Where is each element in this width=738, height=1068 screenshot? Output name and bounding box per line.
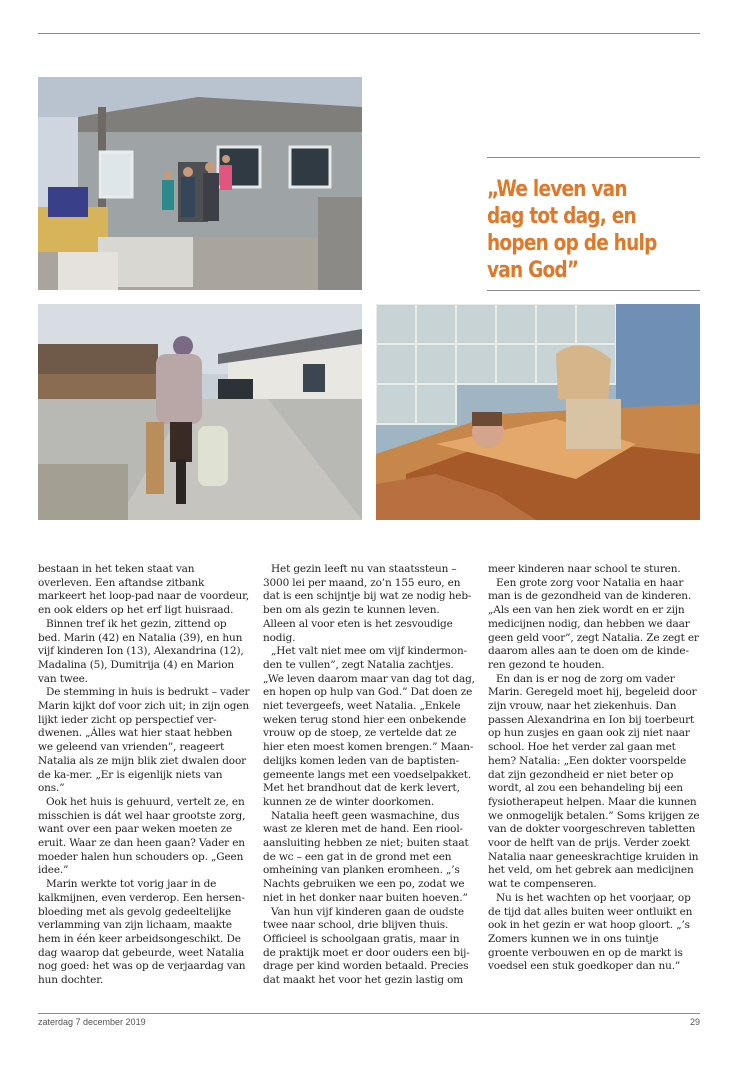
pull-quote: „We leven van dag tot dag, en hopen op de hulp van God” [487,177,657,283]
top-rule [38,33,700,34]
photo-woman-walking [38,304,362,520]
article-column-3 [488,563,700,974]
paragraph: Marin werkte tot vorig jaar in de kalkmijnen, even verderop. Een hersen-bloeding met als gevolg gedeeltelijke verlamming van zijn lichaam, maakte hem in één keer arbeidsongeschikt. De dag waarop dat gebeurde, weet Natalia nog goed: het was op de verjaardag van hun dochter. [38,878,246,987]
page-number: 29 [689,1017,700,1027]
footer-date: zaterdag 7 december 2019 [38,1017,146,1027]
photo-family-house [38,77,362,290]
paragraph: Het gezin leeft nu van staatssteun – 3000 lei per maand, zo’n 155 euro, en dat is een schijntje bij wat ze nodig heb-ben om als gezin te kunnen leven. Alleen al voor eten is het zesvoudige nodig. [263,563,472,644]
quote-rule-top [487,157,700,158]
article-column-2 [263,563,475,988]
paragraph: meer kinderen naar school te sturen. [488,563,681,575]
paragraph: Ook het huis is gehuurd, vertelt ze, en misschien is dát wel haar grootste zorg, want over een paar weken moeten ze eruit. Waar ze dan heen gaan? Vader en moeder halen hun schouders op. „Geen idee.” [38,795,246,877]
paragraph: Binnen tref ik het gezin, zittend op bed. Marin (42) en Natalia (39), en hun vijf kinderen Ion (13), Alexandrina (12), Madalina (5), Dumitrija (4) en Marion van twee. [38,617,244,685]
paragraph: Een grote zorg voor Natalia en haar man is de gezondheid van de kinderen. „Als een van hen ziek wordt en er zijn medicijnen nodig, dan hebben we daar geen geld voor”, zegt Natalia. Ze zegt er daarom alles aan te doen om de kinde-ren gezond te houden. [488,576,699,671]
paragraph: De stemming in huis is bedrukt – vader Marin kijkt dof voor zich uit; in zijn ogen lijkt ieder zicht op perspectief ver-dwenen. „Álles wat hier staat hebben we geleend van vrienden”, reageert Natalia als ze mijn blik ziet dwalen door de ka-mer. „Er is eigenlijk niets van ons.” [38,686,250,795]
paragraph: Natalia heeft geen wasmachine, dus wast ze kleren met de hand. Een riool-aansluiting hebben ze niet; buiten staat de wc – een gat in de grond met een omheining van planken eromheen. „’s Nachts gebruiken we een po, zodat we niet in het donker naar buiten hoeven.” [263,809,469,904]
paragraph: „Het valt niet mee om vijf kindermon-den te vullen”, zegt Natalia zachtjes. „We leven daarom maar van dag tot dag, en hopen op hulp van God.” Dat doen ze niet tevergeefs, weet Natalia. „Enkele weken terug stond hier een onbekende vrouw op de stoep, ze vertelde dat ze hier eten moest komen brengen.” Maan-delijks komen leden van de baptisten-gemeente langs met een voedselpakket. Met het brandhout dat de kerk levert, kunnen ze de winter doorkomen. [263,645,475,808]
footer-rule [38,1013,700,1014]
article-column-1 [38,563,250,988]
paragraph: bestaan in het teken staat van overleven. Een aftandse zitbank markeert het loop-pad naar de voordeur, en ook elders op het erf ligt huisraad. [38,563,250,617]
photo-children-in-bed [376,304,700,520]
paragraph: Van hun vijf kinderen gaan de oudste twee naar school, drie blijven thuis. Officieel is schoolgaan gratis, maar in de praktijk moet er door ouders een bij-drage per kind worden betaald. Precies dat maakt het voor het gezin lastig om [263,905,470,987]
paragraph: Nu is het wachten op het voorjaar, op de tijd dat alles buiten weer ontluikt en ook in het gezin er wat hoop gloort. „’s Zomers kunnen we in ons tuintje groente verbouwen en op de markt is voedsel een stuk goedkoper dan nu.” [488,891,693,973]
quote-rule-bottom [487,290,700,291]
paragraph: En dan is er nog de zorg om vader Marin. Geregeld moet hij, begeleid door zijn vrouw, naar het ziekenhuis. Dan passen Alexandrina en Ion bij toerbeurt op hun zusjes en gaan ook zij niet naar school. Hoe het verder zal gaan met hem? Natalia: „Een dokter voorspelde dat zijn gezondheid er niet beter op wordt, al zou een behandeling bij een fysiotherapeut helpen. Maar die kunnen we onmogelijk betalen.” Soms krijgen ze van de dokter voorgeschreven tabletten voor de helft van de prijs. Verder zoekt Natalia naar geneeskrachtige kruiden in het veld, om het gebrek aan medicijnen wat te compenseren. [488,672,700,891]
